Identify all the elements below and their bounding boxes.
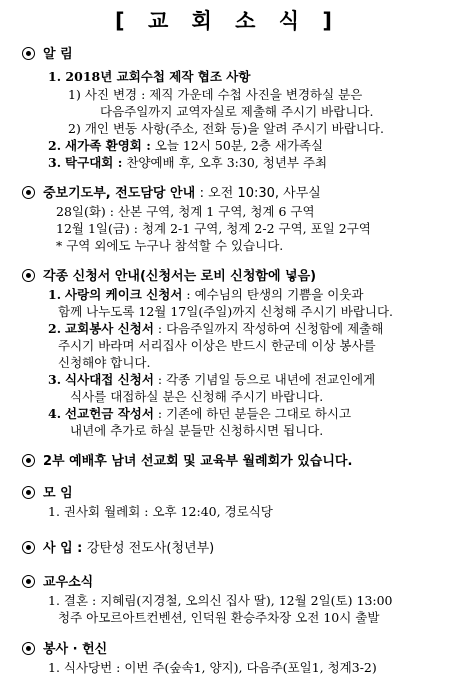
service-line: 1. 식사당번 : 이번 주(숲속1, 양지), 다음주(포일1, 청계3-2)	[48, 660, 377, 675]
prayer-line-2: 12월 1일(금) : 청계 2-1 구역, 청계 2-2 구역, 포일 2구역	[56, 221, 371, 236]
application-2-cont-2: 신청해야 합니다.	[58, 355, 151, 370]
prayer-line-3: * 구역 외에도 누구나 참석할 수 있습니다.	[56, 238, 284, 253]
meeting-line: 1. 권사회 월례회 : 오후 12:40, 경로식당	[48, 504, 273, 519]
application-1-cont: 함께 나누도록 12월 17일(주일)까지 신청해 주시기 바랍니다.	[58, 304, 394, 319]
members-line-1: 1. 결혼 : 지혜림(지경철, 오의신 집사 딸), 12월 2일(토) 13:00	[48, 593, 393, 608]
bullet-icon	[22, 47, 35, 60]
application-3: 3. 식사대접 신청서 : 각종 기념일 등으로 내년에 전교인에게	[48, 372, 376, 387]
reading-header: 사 입 : 강탄성 전도사(청년부)	[22, 537, 214, 556]
application-4: 4. 선교헌금 작성서 : 기존에 하던 분들은 그대로 하시고	[48, 406, 352, 421]
meeting-header: 모 임	[22, 482, 73, 501]
announcement-1-1: 1) 사진 변경 : 제직 가운데 수첩 사진을 변경하실 분은	[68, 87, 363, 102]
announcement-3: 3. 탁구대회 : 찬양예배 후, 오후 3:30, 청년부 주최	[48, 155, 328, 170]
application-2: 2. 교회봉사 신청서 : 다음주일까지 작성하여 신청함에 제출해	[48, 321, 384, 336]
members-header: 교우소식	[22, 571, 93, 590]
announcement-1-1-cont: 다음주일까지 교역자실로 제출해 주시기 바랍니다.	[100, 104, 374, 119]
application-1: 1. 사랑의 케이크 신청서 : 예수님의 탄생의 기쁨을 이웃과	[48, 287, 364, 302]
bullet-icon	[22, 575, 35, 588]
bullet-icon	[22, 269, 35, 282]
mission-header: 2부 예배후 남녀 선교회 및 교육부 월례회가 있습니다.	[22, 450, 352, 469]
page-title: [ 교 회 소 식 ]	[115, 9, 340, 33]
announcements-header: 알 림	[22, 43, 73, 62]
application-4-cont: 내년에 추가로 하실 분들만 신청하시면 됩니다.	[70, 423, 324, 438]
prayer-header: 중보기도부, 전도담당 안내 : 오전 10:30, 사무실	[22, 182, 321, 201]
announcement-2: 2. 새가족 환영회 : 오늘 12시 50분, 2층 새가족실	[48, 138, 324, 153]
bullet-icon	[22, 486, 35, 499]
bullet-icon	[22, 541, 35, 554]
applications-header: 각종 신청서 안내(신청서는 로비 신청함에 넣음)	[22, 265, 316, 284]
bullet-icon	[22, 186, 35, 199]
service-header: 봉사 · 헌신	[22, 638, 107, 657]
prayer-line-1: 28일(화) : 산본 구역, 청계 1 구역, 청계 6 구역	[56, 204, 315, 219]
application-3-cont: 식사를 대접하실 분은 신청해 주시기 바랍니다.	[70, 389, 324, 404]
members-line-2: 청주 아모르아트컨벤션, 인덕원 환승주차장 오전 10시 출발	[58, 610, 380, 625]
bullet-icon	[22, 454, 35, 467]
announcement-1-2: 2) 개인 변동 사항(주소, 전화 등)을 알려 주시기 바랍니다.	[68, 121, 384, 136]
bullet-icon	[22, 642, 35, 655]
announcement-1-title: 1. 2018년 교회수첩 제작 협조 사항	[48, 69, 251, 84]
application-2-cont-1: 주시기 바라며 서리집사 이상은 반드시 한군데 이상 봉사를	[58, 338, 376, 353]
